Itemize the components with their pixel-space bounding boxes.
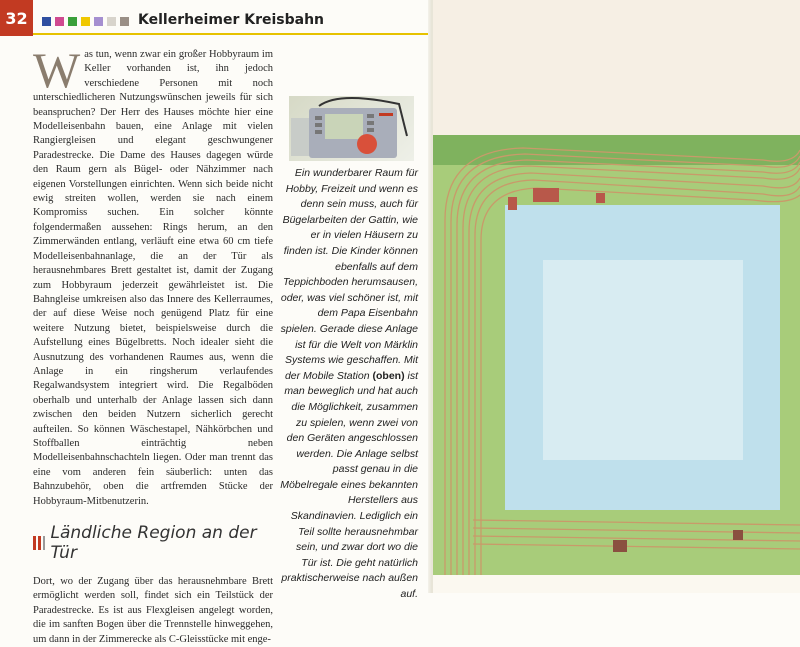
color-square bbox=[42, 17, 51, 26]
color-squares bbox=[42, 17, 129, 26]
caption-bold: (oben) bbox=[372, 369, 405, 382]
color-square bbox=[81, 17, 90, 26]
article-column bbox=[33, 42, 273, 647]
caption-text: Ein wunderbarer Raum für Hobby, Freizeit und wenn es denn sein muss, auch für Bügelarbeiten der Gattin, wie er in vielen Häusern zu finden ist. Die Kinder können ebenfalls auf dem Teppichboden herumsausen, oder, was viel schöner ist, mit dem Papa Eisenbahn spielen. Gerade diese Anlage ist für die Welt von Märklin Systems wie geschaffen. Mit der Mobile Station bbox=[280, 167, 418, 382]
article-paragraph-2: Dort, wo der Zugang über das herausnehmbare Brett ermöglicht werden soll, findet sich ein Teilstück der Paradestrecke. Es ist aus Flexgleisen angelegt worden, die im sanften Bogen über die Trennstelle hinweggehen, um dann in der Zimmerecke als C-Gleisstücke mit enge- bbox=[33, 576, 273, 645]
article-paragraph-1 bbox=[33, 42, 273, 509]
photo-caption bbox=[280, 166, 418, 603]
page-title: Kellerheimer Kreisbahn bbox=[138, 12, 324, 28]
subheading-text: Ländliche Region an der Tür bbox=[50, 523, 257, 563]
color-square bbox=[68, 17, 77, 26]
color-square bbox=[94, 17, 103, 26]
color-square bbox=[55, 17, 64, 26]
dropcap: W bbox=[33, 42, 81, 98]
track-plan-illustration bbox=[433, 0, 800, 593]
header-rule bbox=[33, 33, 428, 35]
caption-text: ist man beweglich und hat auch die Möglichkeit, zusammen zu spielen, wenn zwei von den Geräten angeschlossen werden. Die Anlage selbst passt genau in die Möbelregale eines bekannten Herstellers aus Skandinavien. Lediglich ein Teil sollte herausnehmbar sein, und zwar dort wo die Tür ist. Die geht natürlich praktischerweise nach außen auf. bbox=[280, 369, 418, 601]
subheading bbox=[33, 523, 273, 563]
paragraph-text: as tun, wenn zwar ein großer Hobbyraum im Keller vorhanden ist, ihn jedoch verschiedene Personen mit noch unterschiedlicheren Nutzungswünschen jeweils für sich beanspruchen? Der Herr des Hauses möchte hier eine Modelleisenbahn bauen, eine Anlage mit vielen Rangiergleisen und elegant geschwungener Paradestrecke. Die Dame des Hauses dagegen würde den Raum gern als Bügel- oder Nähzimmer nach eigenen Vorstellungen einrichten. Wenn sich beide nicht ewig streiten wollen, werden sie nach einem Kompromiss suchen. Ein solcher könnte folgendermaßen aussehen: Rings herum, an den Zimmerwänden entlang, verläuft eine etwa 60 cm tiefe Modelleisenbahnanlage, die an der Tür als herausnehmbares Brett gestaltet ist, damit der Zugang zum Hobbyraum jederzeit gewährleistet ist. Die Bahngleise umkreisen also das Innere des Kellerraumes, der auf diese Weise noch genügend Platz für eine weitere Nutzung bietet, beispielsweise durch die Aufstellung eines Bügelbretts. Noch idealer sieht die Ausnutzung des vorhandenen Raumes aus, wenn die Anlage in ein ringsherum verlaufendes Regalwandsystem integriert wird. Die Regalböden oberhalb und unterhalb der Anlage lassen sich dann zwischen den beiden Nutzern sicherlich gerecht aufteilen. So können Wäschestapel, Nähkörbchen und Stoffballen einträchtig neben Modelleisenbahnschachteln liegen. Oder man trennt das eine vom anderen fein säuberlich: unten das Bahnzubehör, oben die artfremden Stücke der Hobbyraum-Mitbenutzerin. bbox=[33, 49, 273, 507]
page-number: 32 bbox=[0, 0, 33, 36]
mobile-station-photo bbox=[289, 96, 414, 161]
color-square bbox=[107, 17, 116, 26]
color-square bbox=[120, 17, 129, 26]
heading-bars-icon bbox=[33, 536, 45, 550]
